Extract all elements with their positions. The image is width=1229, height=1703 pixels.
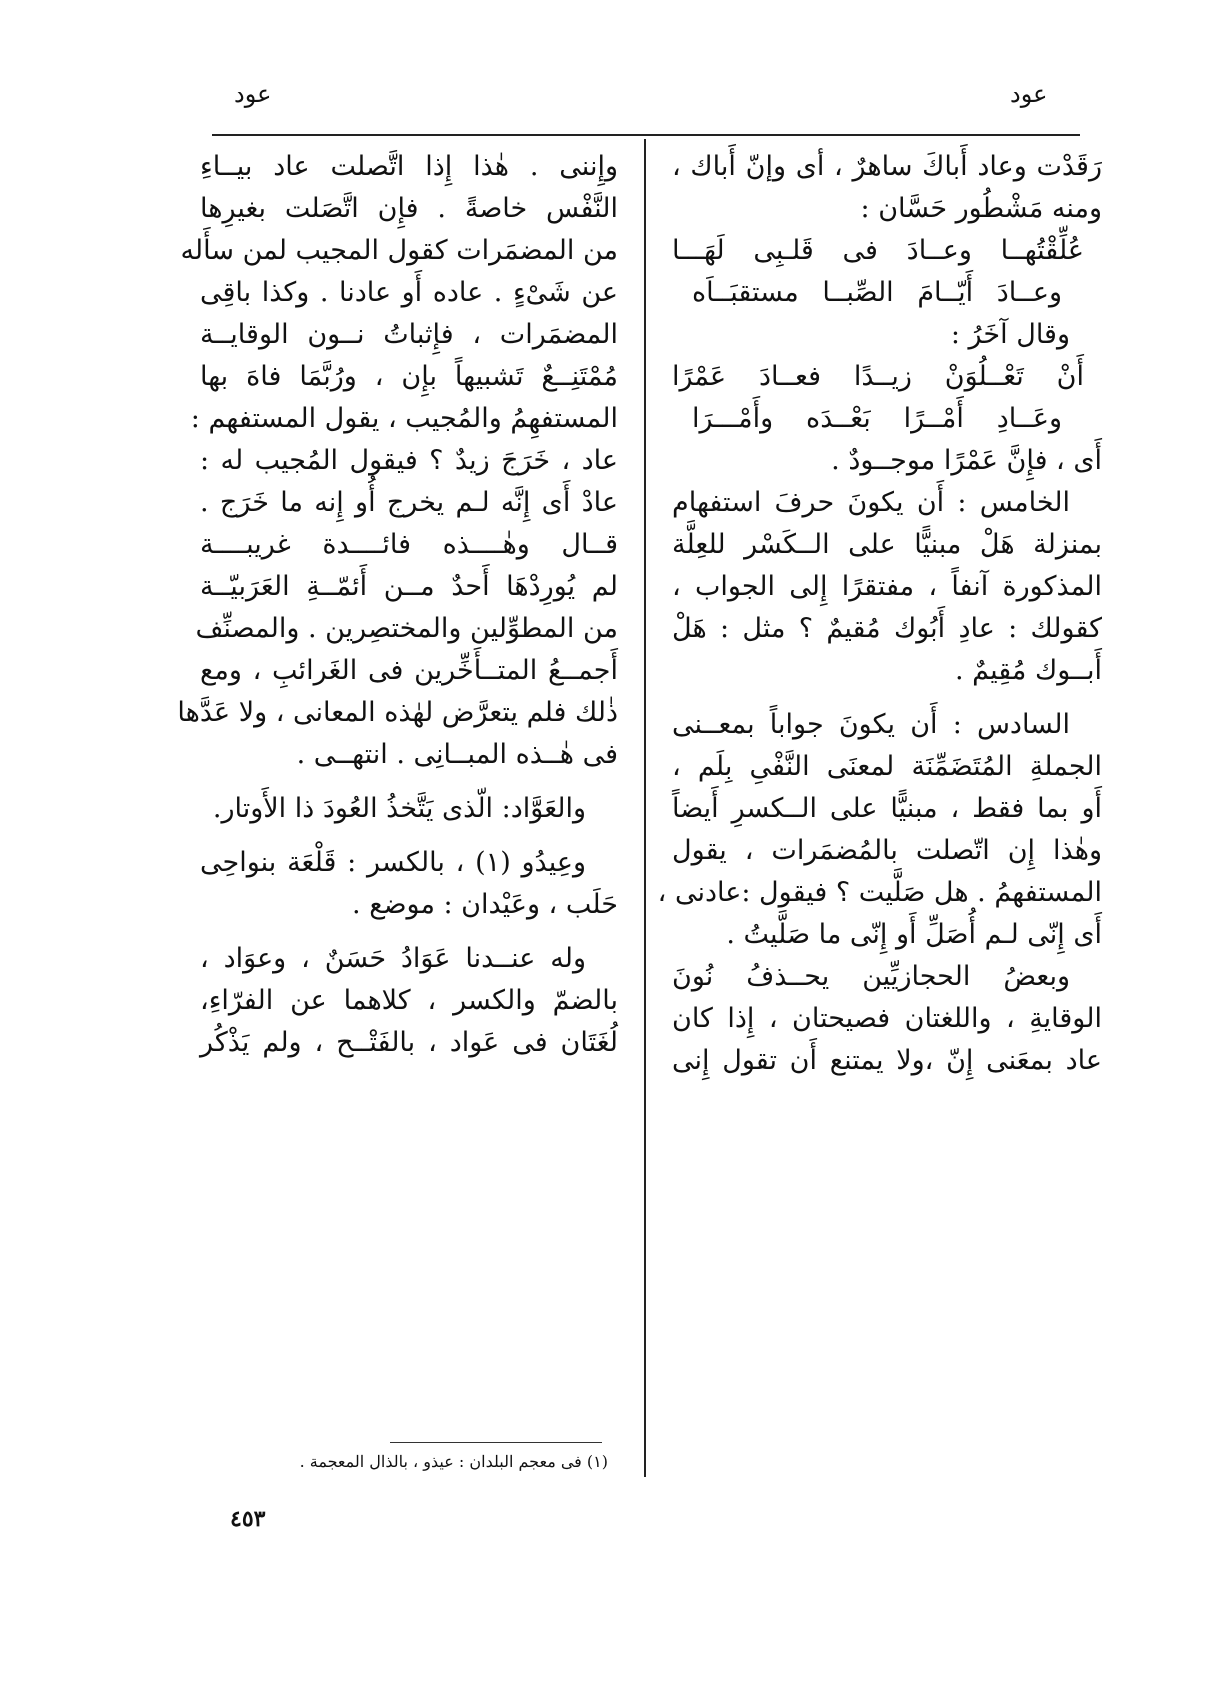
verse-line: عُلِّقْتُهــا وعــادَ فى قَلـبِى لَهَـــا: [672, 235, 1084, 266]
text-line: عاد ، خَرَجَ زيدٌ ؟ فيقول المُجيب له :: [200, 445, 618, 476]
header-left-word: عود: [234, 80, 272, 108]
left-column: [177, 151, 618, 1070]
header-rule: [212, 134, 1080, 136]
footnote-rule: [390, 1442, 602, 1443]
text-line: حَلَب ، وعَيْدان : موضع .: [352, 889, 618, 920]
text-line: وعِيدُو (١) ، بالكسر : قَلْعَة بنواحِى: [200, 847, 586, 878]
text-line: مُمْتَنِــعٌ تَشبيهاً بإِن ، ورُبَّمَا فاهَ بها: [200, 361, 618, 392]
header-right-word: عود: [1010, 80, 1048, 108]
text-line: بمنزلة هَلْ مبنيًّا على الــكَسْر للعِلَّة: [672, 529, 1102, 560]
text-line: المستفهمُ . هل صَلَّيت ؟ فيقول :عادنى ،: [657, 877, 1102, 908]
text-line: وهٰذا إِن اتّصلت بالمُضمَرات ، يقول: [672, 835, 1102, 866]
text-line: السادس : أَن يكونَ جواباً بمعــنى: [672, 709, 1070, 740]
text-line: ذٰلك فلم يتعرَّض لهٰذه المعانى ، ولا عَدَّها: [177, 697, 618, 728]
text-line: أَى إِنّى لـم أُصَلِّ أَو إِنّى ما صَلَّيتُ .: [726, 919, 1102, 950]
text-line: النَّفْس خاصةً . فإِن اتَّصَلت بغيرِها: [200, 193, 618, 224]
column-divider: [644, 139, 646, 1477]
verse-line: وعــادَ أَيّــامَ الصِّبــا مستقبَــاَه: [692, 277, 1062, 308]
text-line: ومنه مَشْطُور حَسَّان :: [860, 193, 1102, 224]
text-line: والعَوَّاد: الّذى يَتَّخذُ العُودَ ذا الأَوتار.: [212, 793, 586, 824]
right-column: [657, 151, 1102, 1088]
text-line: لم يُورِدْهَا أَحدٌ مــن أَئمّــةِ العَرَبيّــة: [200, 571, 618, 602]
text-line: وقال آخَرُ :: [950, 319, 1070, 350]
text-line: كقولك : عادِ أَبُوك مُقيمٌ ؟ مثل : هَلْ: [672, 613, 1102, 644]
text-line: وله عنــدنا عَوَادُ حَسَنٌ ، وعوَاد ،: [200, 943, 586, 974]
text-line: المستفهِمُ والمُجيب ، يقول المستفهم :: [190, 403, 618, 434]
text-line: قــال وهٰــــذه فائــــدة غريبــــة: [200, 529, 618, 560]
text-line: المضمَرات ، فإِثباتُ نــون الوقايــة: [200, 319, 618, 350]
verse-line: وعَــادِ أَمْــرًا بَعْــدَه وأَمْـــرَا: [692, 403, 1062, 434]
text-line: لُغَتَان فى عَواد ، بالفَتْــح ، ولم يَذْكُر: [200, 1027, 618, 1058]
text-line: الجملةِ المُتَضَمِّنَة لمعنَى النَّفْىِ بِلَم ،: [672, 751, 1102, 782]
text-line: رَقَدْت وعاد أَباكَ ساهرٌ ، أى وإنّ أَباك ،: [672, 151, 1102, 182]
verse-line: أَنْ تَعْــلُوَنْ زيــدًا فعــادَ عَمْرًا: [672, 361, 1084, 392]
text-line: عادْ أَى إِنَّه لـم يخرج أُو إِنه ما خَرَج .: [200, 487, 618, 518]
text-line: فى هٰــذه المبــانِى . انتهــى .: [296, 739, 618, 770]
page-number: ٤٥٣: [230, 1506, 266, 1532]
text-line: وإِننى . هٰذا إِذا اتَّصلت عاد بيــاءِ: [200, 151, 618, 182]
text-line: من المضمَرات كقول المجيب لمن سأَله: [180, 235, 618, 266]
text-line: أَى ، فإِنَّ عَمْرًا موجــودٌ .: [831, 445, 1102, 476]
footnote: (١) فى معجم البلدان : عيذو ، بالذال المعجمة .: [299, 1452, 608, 1471]
text-line: عاد بمعَنى إِنّ ،ولا يمتنع أَن تقول إِنى: [672, 1045, 1102, 1076]
text-line: أَو بما فقط ، مبنيًّا على الــكسرِ أَيضاً: [672, 793, 1102, 824]
text-line: أَجمــعُ المتــأَخِّرين فى الغَرائبِ ، ومع: [200, 655, 618, 686]
text-line: عن شَىْءٍ . عاده أَو عادنا . وكذا باقِى: [200, 277, 618, 308]
text-line: من المطوِّلين والمختصِرين . والمصنِّف: [195, 613, 618, 644]
text-line: وبعضُ الحجازيِّين يحــذفُ نُونَ: [672, 961, 1070, 992]
text-line: بالضمّ والكسر ، كلاهما عن الفرّاءِ،: [200, 985, 618, 1016]
text-line: المذكورة آنفاً ، مفتقرًا إِلى الجواب ،: [672, 571, 1102, 602]
text-line: الخامس : أَن يكونَ حرفَ استفهام: [672, 487, 1070, 518]
text-line: الوقايةِ ، واللغتان فصيحتان ، إِذا كان: [672, 1003, 1102, 1034]
text-line: أَبــوك مُقِيمٌ .: [954, 655, 1102, 686]
